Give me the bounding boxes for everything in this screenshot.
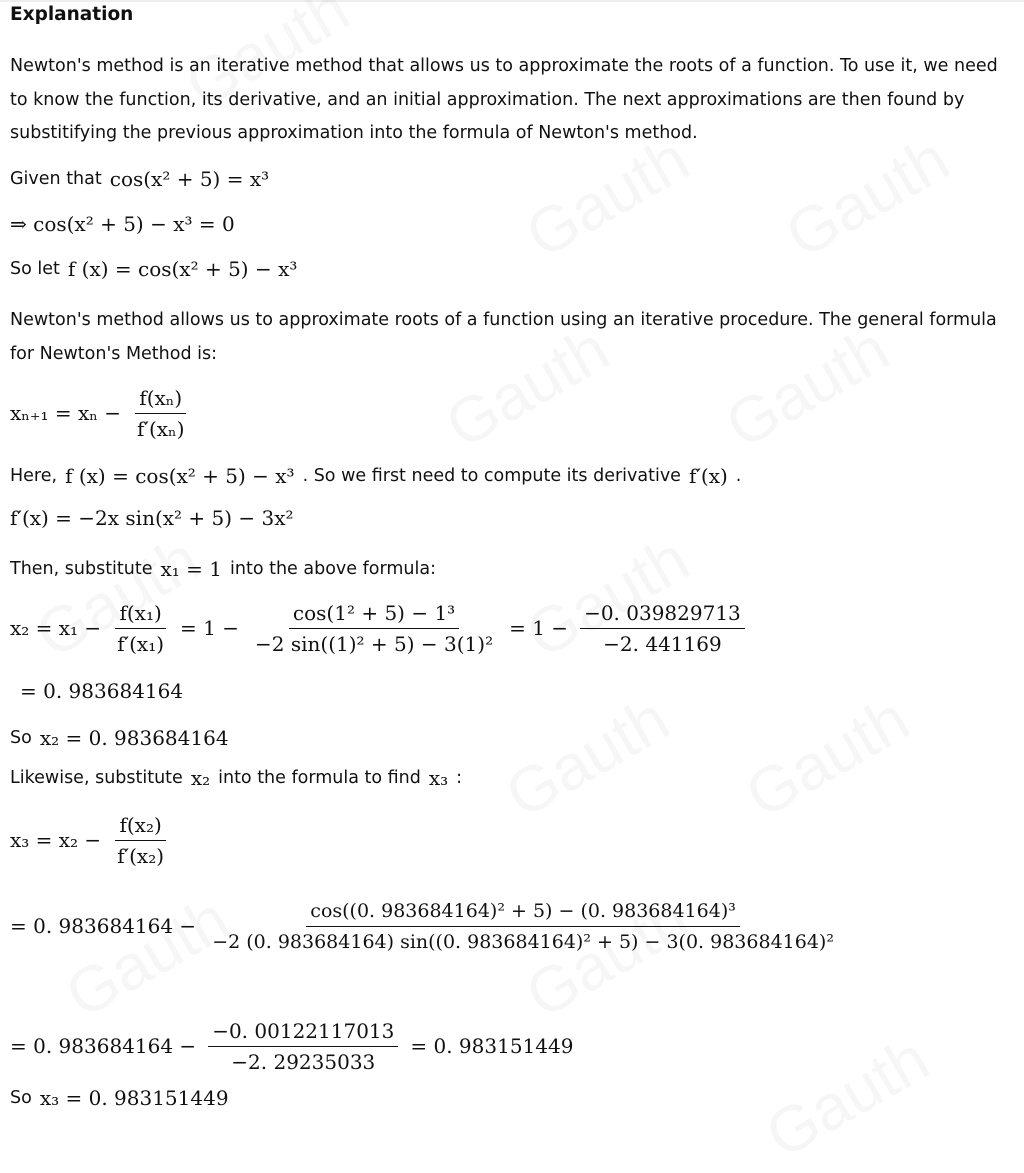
likewise-row [10, 762, 1016, 795]
fraction [113, 600, 168, 657]
colon: : [456, 768, 463, 788]
implies-row [10, 208, 1016, 241]
denominator: −2. 29235033 [231, 1050, 376, 1074]
formula-fraction [133, 385, 188, 442]
here-row [10, 460, 1016, 493]
implies-equation: ⇒ cos(x² + 5) − x³ = 0 [10, 212, 235, 236]
given-equation: cos(x² + 5) = x³ [109, 167, 270, 191]
newton-formula [10, 385, 1016, 442]
x3-lhs: x₃ = x₂ − [10, 828, 102, 852]
then-row [10, 553, 1016, 586]
denominator: −2. 441169 [603, 632, 722, 656]
variable: x₂ [190, 766, 211, 790]
here-end: . [735, 466, 742, 486]
solet-row [10, 253, 1016, 286]
denominator: f′(x₁) [117, 632, 165, 656]
solet-label: So let [10, 259, 60, 279]
so-x3-row [10, 1082, 1016, 1115]
numerator: f(xₙ) [135, 385, 186, 414]
general-paragraph: Newton's method allows us to approximate roots of a function using an iterative procedure. The general formula for Newton's Method is: [10, 310, 997, 364]
x3-formula [10, 812, 1016, 869]
x2-result-row [20, 675, 1016, 708]
x2-equation [10, 600, 1016, 657]
x2-value: x₂ = 0. 983684164 [39, 726, 229, 750]
fraction [113, 812, 168, 869]
equals-one-minus: = 1 − [509, 616, 569, 640]
numerator: cos((0. 983684164)² + 5) − (0. 983684164)³ [306, 898, 740, 927]
given-row [10, 163, 1016, 196]
then-label: Then, substitute [10, 559, 153, 579]
x3-expanded-lhs: = 0. 983684164 − [10, 914, 197, 938]
denominator: −2 (0. 983684164) sin((0. 983684164)² + 5) − 3(0. 983684164)² [212, 931, 834, 953]
numerator: cos(1² + 5) − 1³ [289, 600, 459, 629]
x3-result: = 0. 983151449 [410, 1034, 574, 1058]
here-equation: f (x) = cos(x² + 5) − x³ [65, 464, 295, 488]
top-border [0, 0, 1024, 2]
given-label: Given that [10, 169, 102, 189]
x2-result: = 0. 983684164 [20, 679, 184, 703]
numerator: f(x₁) [115, 600, 165, 629]
x3-numeric-lhs: = 0. 983684164 − [10, 1034, 197, 1058]
numerator: f(x₂) [115, 812, 165, 841]
so-x2-row [10, 722, 1016, 755]
x3-value: x₃ = 0. 983151449 [39, 1086, 229, 1110]
fraction [208, 898, 838, 955]
derivative-row [10, 502, 1016, 535]
derivative-symbol: f′(x) [688, 464, 728, 488]
equals-one-minus: = 1 − [180, 616, 240, 640]
function-definition: f (x) = cos(x² + 5) − x³ [67, 257, 298, 281]
formula-lhs: xₙ₊₁ = xₙ − [10, 401, 122, 425]
x3-numeric [10, 1018, 1016, 1075]
then-text: into the above formula: [230, 559, 436, 579]
x2-lhs: x₂ = x₁ − [10, 616, 102, 640]
derivative-equation: f′(x) = −2x sin(x² + 5) − 3x² [10, 506, 294, 530]
explanation-title: Explanation [10, 4, 134, 25]
x3-expanded [10, 898, 1016, 955]
numerator: −0. 039829713 [580, 600, 745, 629]
fraction [580, 600, 745, 657]
variable: x₃ [428, 766, 449, 790]
intro-paragraph: Newton's method is an iterative method that allows us to approximate the roots of a function. To use it, we need to know the function, its derivative, and an initial approximation. The next approximations are then found by substitifying the previous approximation into the formula of Newton's method. [10, 56, 998, 143]
initial-value: x₁ = 1 [160, 557, 223, 581]
fraction [208, 1018, 398, 1075]
here-text: . So we first need to compute its derivative [302, 466, 681, 486]
so-label: So [10, 1088, 32, 1108]
denominator: f′(x₂) [117, 844, 165, 868]
denominator: −2 sin((1)² + 5) − 3(1)² [255, 632, 494, 656]
numerator: −0. 00122117013 [208, 1018, 398, 1047]
likewise-label: Likewise, substitute [10, 768, 183, 788]
here-label: Here, [10, 466, 58, 486]
denominator: f′(xₙ) [137, 417, 185, 441]
fraction [251, 600, 497, 657]
so-label: So [10, 728, 32, 748]
likewise-text: into the formula to find [218, 768, 421, 788]
